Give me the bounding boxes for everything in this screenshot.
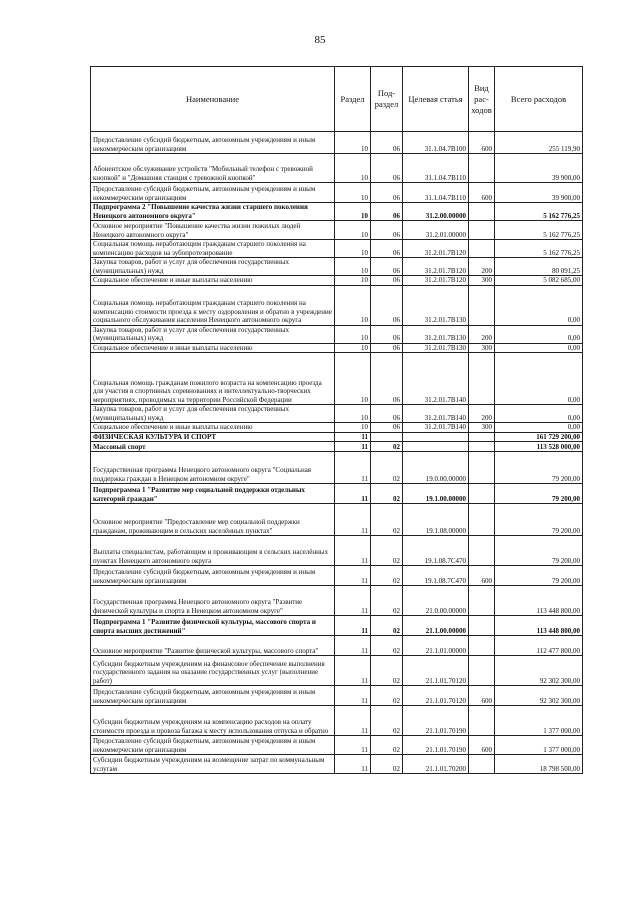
cell-podrazdel: 02 xyxy=(371,442,403,452)
cell-statya: 21.1.01.00000 xyxy=(403,636,469,656)
cell-name: Социальная помощь неработающим гражданам старшего поколения на компенсацию расходов на зубопротезирование xyxy=(91,240,335,258)
cell-razdel: 11 xyxy=(335,706,371,736)
cell-podrazdel: 02 xyxy=(371,686,403,706)
cell-podrazdel: 06 xyxy=(371,258,403,276)
cell-podrazdel: 02 xyxy=(371,755,403,774)
cell-name: Предоставление субсидий бюджетным, автономным учреждениям и иным некоммерческим организациям xyxy=(91,566,335,586)
cell-vid: 600 xyxy=(469,132,495,154)
cell-total: 5 162 776,25 xyxy=(495,221,583,240)
cell-name: Субсидии бюджетным учреждениям на возмещение затрат по коммунальным услугам xyxy=(91,755,335,774)
cell-podrazdel: 06 xyxy=(371,423,403,433)
cell-razdel: 11 xyxy=(335,616,371,636)
cell-vid xyxy=(469,536,495,566)
cell-razdel: 10 xyxy=(335,423,371,433)
cell-podrazdel: 02 xyxy=(371,452,403,484)
cell-total: 92 302 300,00 xyxy=(495,686,583,706)
cell-total: 79 200,00 xyxy=(495,484,583,504)
cell-podrazdel: 02 xyxy=(371,656,403,686)
cell-vid: 200 xyxy=(469,405,495,423)
cell-name: Предоставление субсидий бюджетным, автономным учреждениям и иным некоммерческим организациям xyxy=(91,736,335,755)
table-body xyxy=(91,132,583,774)
cell-razdel: 10 xyxy=(335,240,371,258)
cell-vid: 600 xyxy=(469,736,495,755)
cell-vid xyxy=(469,154,495,183)
cell-name: Социальное обеспечение и иные выплаты населению xyxy=(91,276,335,286)
cell-razdel: 10 xyxy=(335,285,371,325)
cell-statya: 31.1.04.7В100 xyxy=(403,132,469,154)
cell-total: 0,00 xyxy=(495,405,583,423)
cell-name: Социальное обеспечение и иные выплаты населению xyxy=(91,343,335,353)
cell-vid xyxy=(469,706,495,736)
cell-name: Социальная помощь неработающим гражданам старшего поколения на компенсацию стоимости проезда к месту оздоровления и обратно в учреждение социального обслуживания населения Ненецкого автономного округа xyxy=(91,285,335,325)
cell-podrazdel: 02 xyxy=(371,586,403,616)
cell-statya: 31.2.01.7В130 xyxy=(403,343,469,353)
cell-podrazdel: 02 xyxy=(371,636,403,656)
table-row xyxy=(91,285,583,325)
cell-razdel: 10 xyxy=(335,221,371,240)
table-row xyxy=(91,405,583,423)
cell-podrazdel: 06 xyxy=(371,221,403,240)
cell-total: 1 377 000,00 xyxy=(495,736,583,755)
cell-total: 5 162 776,25 xyxy=(495,203,583,221)
cell-statya: 31.2.01.7В140 xyxy=(403,353,469,405)
cell-statya: 21.1.00.00000 xyxy=(403,616,469,636)
cell-podrazdel: 06 xyxy=(371,405,403,423)
cell-total: 113 448 800,00 xyxy=(495,616,583,636)
cell-vid: 200 xyxy=(469,258,495,276)
table-row xyxy=(91,442,583,452)
cell-name: Массовый спорт xyxy=(91,442,335,452)
table-row xyxy=(91,536,583,566)
cell-statya: 19.1.08.00000 xyxy=(403,504,469,536)
cell-vid xyxy=(469,504,495,536)
header-podrazdel: Под-раздел xyxy=(371,67,403,132)
cell-total: 5 162 776,25 xyxy=(495,240,583,258)
cell-razdel: 10 xyxy=(335,353,371,405)
table-row xyxy=(91,154,583,183)
cell-total: 113 528 000,00 xyxy=(495,442,583,452)
cell-vid xyxy=(469,221,495,240)
cell-total: 112 477 800,00 xyxy=(495,636,583,656)
cell-total: 80 091,25 xyxy=(495,258,583,276)
table-row xyxy=(91,221,583,240)
cell-vid xyxy=(469,755,495,774)
cell-podrazdel xyxy=(371,432,403,442)
cell-statya: 19.1.00.00000 xyxy=(403,484,469,504)
table-row xyxy=(91,484,583,504)
table-row xyxy=(91,504,583,536)
cell-razdel: 10 xyxy=(335,258,371,276)
cell-name: Субсидии бюджетным учреждениям на финансовое обеспечение выполнения государственного задания на оказание государственных услуг (выполнение работ) xyxy=(91,656,335,686)
cell-podrazdel: 02 xyxy=(371,484,403,504)
cell-statya: 31.2.01.00000 xyxy=(403,221,469,240)
budget-table xyxy=(90,66,583,774)
cell-total: 255 119,90 xyxy=(495,132,583,154)
cell-vid: 200 xyxy=(469,325,495,343)
table-row xyxy=(91,636,583,656)
cell-razdel: 11 xyxy=(335,452,371,484)
cell-name: Закупка товаров, работ и услуг для обеспечения государственных (муниципальных) нужд xyxy=(91,258,335,276)
cell-name: Подпрограмма 1 "Развитие физической культуры, массового спорта и спорта высших достижений" xyxy=(91,616,335,636)
cell-total: 18 798 500,00 xyxy=(495,755,583,774)
cell-vid xyxy=(469,636,495,656)
cell-razdel: 11 xyxy=(335,566,371,586)
cell-podrazdel: 02 xyxy=(371,536,403,566)
cell-podrazdel: 02 xyxy=(371,616,403,636)
cell-vid xyxy=(469,353,495,405)
cell-name: Субсидии бюджетным учреждениям на компенсацию расходов на оплату стоимости проезда и провоза багажа к месту использования отпуска и обратно xyxy=(91,706,335,736)
table-row xyxy=(91,586,583,616)
cell-vid: 300 xyxy=(469,423,495,433)
cell-statya: 31.2.01.7В130 xyxy=(403,285,469,325)
cell-razdel: 10 xyxy=(335,132,371,154)
cell-podrazdel: 06 xyxy=(371,276,403,286)
cell-name: Подпрограмма 1 "Развитие мер социальной поддержки отдельных категорий граждан" xyxy=(91,484,335,504)
table-row xyxy=(91,343,583,353)
cell-name: Основное мероприятие "Повышение качества жизни пожилых людей Ненецкого автономного округа" xyxy=(91,221,335,240)
cell-vid xyxy=(469,240,495,258)
cell-total: 161 729 200,00 xyxy=(495,432,583,442)
table-row xyxy=(91,432,583,442)
cell-statya: 31.2.01.7В120 xyxy=(403,276,469,286)
table-row xyxy=(91,240,583,258)
cell-razdel: 11 xyxy=(335,484,371,504)
cell-vid xyxy=(469,203,495,221)
table-row xyxy=(91,132,583,154)
cell-name: Абонентское обслуживание устройств "Мобильный телефон с тревожной кнопкой" и "Домашняя станция с тревожной кнопкой" xyxy=(91,154,335,183)
cell-statya: 19.1.08.7С470 xyxy=(403,566,469,586)
cell-vid xyxy=(469,285,495,325)
cell-total: 39 900,00 xyxy=(495,154,583,183)
cell-vid xyxy=(469,432,495,442)
cell-statya: 21.1.01.70120 xyxy=(403,686,469,706)
cell-name: Государственная программа Ненецкого автономного округа "Социальная поддержка граждан в Ненецком автономном округе" xyxy=(91,452,335,484)
table-row xyxy=(91,686,583,706)
cell-statya: 31.2.01.7В130 xyxy=(403,325,469,343)
cell-razdel: 11 xyxy=(335,656,371,686)
cell-podrazdel: 02 xyxy=(371,566,403,586)
table-row xyxy=(91,755,583,774)
cell-statya: 19.0.00.00000 xyxy=(403,452,469,484)
cell-razdel: 11 xyxy=(335,536,371,566)
cell-name: Закупка товаров, работ и услуг для обеспечения государственных (муниципальных) нужд xyxy=(91,325,335,343)
cell-razdel: 11 xyxy=(335,432,371,442)
cell-statya: 21.1.01.70200 xyxy=(403,755,469,774)
cell-statya: 31.2.01.7В120 xyxy=(403,240,469,258)
cell-podrazdel: 06 xyxy=(371,154,403,183)
cell-razdel: 11 xyxy=(335,636,371,656)
cell-name: Предоставление субсидий бюджетным, автономным учреждениям и иным некоммерческим организациям xyxy=(91,686,335,706)
cell-razdel: 10 xyxy=(335,325,371,343)
cell-statya: 21.1.01.70120 xyxy=(403,656,469,686)
cell-vid: 600 xyxy=(469,566,495,586)
table-row xyxy=(91,452,583,484)
cell-podrazdel: 06 xyxy=(371,353,403,405)
cell-total: 0,00 xyxy=(495,423,583,433)
cell-podrazdel: 06 xyxy=(371,203,403,221)
cell-statya: 21.1.01.70190 xyxy=(403,706,469,736)
cell-podrazdel: 02 xyxy=(371,504,403,536)
table-row xyxy=(91,258,583,276)
cell-vid: 600 xyxy=(469,686,495,706)
cell-total: 79 200,00 xyxy=(495,566,583,586)
cell-razdel: 11 xyxy=(335,736,371,755)
cell-statya: 19.1.08.7С470 xyxy=(403,536,469,566)
cell-statya: 31.1.04.7В110 xyxy=(403,183,469,203)
cell-razdel: 10 xyxy=(335,154,371,183)
cell-statya: 31.2.01.7В140 xyxy=(403,423,469,433)
table-header-row xyxy=(91,67,583,132)
cell-total: 39 900,00 xyxy=(495,183,583,203)
cell-vid xyxy=(469,484,495,504)
cell-name: Социальное обеспечение и иные выплаты населению xyxy=(91,423,335,433)
cell-statya xyxy=(403,432,469,442)
header-total: Всего расходов xyxy=(495,67,583,132)
table-row xyxy=(91,203,583,221)
cell-vid: 300 xyxy=(469,276,495,286)
cell-total: 79 200,00 xyxy=(495,536,583,566)
cell-razdel: 11 xyxy=(335,755,371,774)
header-razdel: Раздел xyxy=(335,67,371,132)
cell-razdel: 10 xyxy=(335,203,371,221)
cell-razdel: 11 xyxy=(335,442,371,452)
cell-razdel: 10 xyxy=(335,405,371,423)
cell-name: Закупка товаров, работ и услуг для обеспечения государственных (муниципальных) нужд xyxy=(91,405,335,423)
cell-podrazdel: 06 xyxy=(371,285,403,325)
cell-vid xyxy=(469,656,495,686)
cell-total: 1 377 000,00 xyxy=(495,706,583,736)
cell-podrazdel: 06 xyxy=(371,343,403,353)
cell-podrazdel: 06 xyxy=(371,183,403,203)
table-row xyxy=(91,656,583,686)
table-row xyxy=(91,325,583,343)
cell-vid xyxy=(469,452,495,484)
cell-total: 79 200,00 xyxy=(495,452,583,484)
cell-statya: 31.2.00.00000 xyxy=(403,203,469,221)
cell-razdel: 11 xyxy=(335,686,371,706)
cell-name: Предоставление субсидий бюджетным, автономным учреждениям и иным некоммерческим организациям xyxy=(91,132,335,154)
cell-statya: 31.2.01.7В140 xyxy=(403,405,469,423)
cell-total: 113 448 800,00 xyxy=(495,586,583,616)
cell-vid xyxy=(469,616,495,636)
cell-podrazdel: 06 xyxy=(371,325,403,343)
header-vid: Вид рас-ходов xyxy=(469,67,495,132)
cell-razdel: 10 xyxy=(335,276,371,286)
cell-vid: 300 xyxy=(469,343,495,353)
cell-vid xyxy=(469,442,495,452)
header-statya: Целевая статья xyxy=(403,67,469,132)
cell-name: Выплаты специалистам, работающим и проживающим в сельских населённых пунктах Ненецкого автономного округа xyxy=(91,536,335,566)
cell-total: 79 200,00 xyxy=(495,504,583,536)
table-row xyxy=(91,183,583,203)
cell-podrazdel: 02 xyxy=(371,706,403,736)
cell-podrazdel: 06 xyxy=(371,132,403,154)
cell-statya xyxy=(403,442,469,452)
cell-name: Основное мероприятие "Развитие физической культуры, массового спорта" xyxy=(91,636,335,656)
cell-name: Подпрограмма 2 "Повышение качества жизни старшего поколения Ненецкого автономного округа" xyxy=(91,203,335,221)
cell-total: 0,00 xyxy=(495,325,583,343)
table-row xyxy=(91,706,583,736)
cell-total: 0,00 xyxy=(495,353,583,405)
cell-name: Социальная помощь гражданам пожилого возраста на компенсацию проезда для участия в спортивных соревнованиях и интеллектуально-творческих мероприятиях, проводимых на территории Российской Федерации xyxy=(91,353,335,405)
cell-name: Государственная программа Ненецкого автономного округа "Развитие физической культуры и спорта в Ненецком автономном округе" xyxy=(91,586,335,616)
cell-total: 92 302 300,00 xyxy=(495,656,583,686)
cell-statya: 31.2.01.7В120 xyxy=(403,258,469,276)
cell-name: ФИЗИЧЕСКАЯ КУЛЬТУРА И СПОРТ xyxy=(91,432,335,442)
cell-razdel: 11 xyxy=(335,504,371,536)
table-row xyxy=(91,736,583,755)
cell-vid: 600 xyxy=(469,183,495,203)
table-row xyxy=(91,616,583,636)
cell-statya: 21.1.01.70190 xyxy=(403,736,469,755)
table-row xyxy=(91,353,583,405)
header-name: Наименование xyxy=(91,67,335,132)
cell-total: 5 082 685,00 xyxy=(495,276,583,286)
cell-name: Предоставление субсидий бюджетным, автономным учреждениям и иным некоммерческим организациям xyxy=(91,183,335,203)
cell-podrazdel: 02 xyxy=(371,736,403,755)
table-row xyxy=(91,566,583,586)
cell-statya: 21.0.00.00000 xyxy=(403,586,469,616)
cell-name: Основное мероприятие "Предоставление мер социальной поддержки гражданам, проживающим в сельских населённых пунктах" xyxy=(91,504,335,536)
cell-total: 0,00 xyxy=(495,285,583,325)
cell-vid xyxy=(469,586,495,616)
cell-statya: 31.1.04.7В110 xyxy=(403,154,469,183)
cell-razdel: 10 xyxy=(335,343,371,353)
page-number: 85 xyxy=(314,34,326,46)
cell-razdel: 10 xyxy=(335,183,371,203)
table-row xyxy=(91,423,583,433)
cell-razdel: 11 xyxy=(335,586,371,616)
table-row xyxy=(91,276,583,286)
cell-total: 0,00 xyxy=(495,343,583,353)
cell-podrazdel: 06 xyxy=(371,240,403,258)
